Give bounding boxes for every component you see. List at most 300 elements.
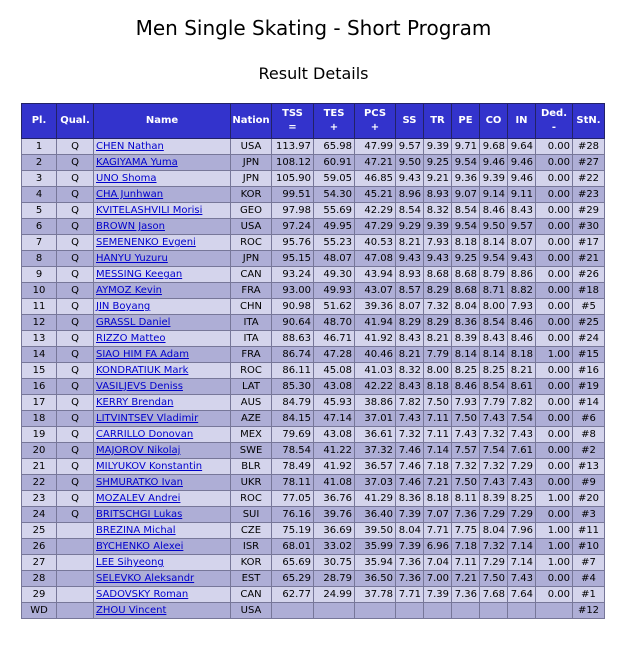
tss-cell: 90.64	[272, 315, 314, 331]
qualification-cell: Q	[57, 443, 94, 459]
tes-cell: 41.08	[314, 475, 355, 491]
tr-cell: 7.11	[424, 411, 452, 427]
co-cell: 8.14	[480, 235, 508, 251]
skater-name-cell	[94, 331, 231, 347]
nation-cell: ROC	[231, 491, 272, 507]
in-cell: 7.14	[508, 539, 536, 555]
in-cell: 8.46	[508, 315, 536, 331]
start-number-cell: #5	[573, 299, 605, 315]
co-cell: 7.54	[480, 443, 508, 459]
skater-name-cell	[94, 139, 231, 155]
table-row	[22, 251, 605, 267]
pe-cell: 8.54	[452, 203, 480, 219]
ss-cell: 7.39	[396, 539, 424, 555]
deduction-cell: 0.00	[536, 443, 573, 459]
place-cell: 4	[22, 187, 57, 203]
pcs-cell: 45.21	[355, 187, 396, 203]
header-pe: PE	[452, 104, 480, 139]
co-cell: 7.32	[480, 427, 508, 443]
pe-cell: 7.50	[452, 411, 480, 427]
qualification-cell	[57, 603, 94, 619]
nation-cell: USA	[231, 139, 272, 155]
skater-name-link[interactable]: BRITSCHGI Lukas	[96, 509, 183, 520]
co-cell: 9.46	[480, 155, 508, 171]
skater-name-link[interactable]: AYMOZ Kevin	[96, 285, 162, 296]
table-row	[22, 299, 605, 315]
skater-name-link[interactable]: KAGIYAMA Yuma	[96, 157, 178, 168]
deduction-cell: 0.00	[536, 459, 573, 475]
qualification-cell: Q	[57, 411, 94, 427]
co-cell: 8.54	[480, 315, 508, 331]
pcs-cell: 37.01	[355, 411, 396, 427]
tr-cell: 8.18	[424, 379, 452, 395]
skater-name-link[interactable]: HANYU Yuzuru	[96, 253, 168, 264]
skater-name-link[interactable]: LITVINTSEV Vladimir	[96, 413, 199, 424]
pcs-cell: 36.57	[355, 459, 396, 475]
skater-name-cell	[94, 299, 231, 315]
tes-cell: 36.69	[314, 523, 355, 539]
deduction-cell: 0.00	[536, 155, 573, 171]
ss-cell: 7.43	[396, 411, 424, 427]
nation-cell: ITA	[231, 331, 272, 347]
results-table-container	[21, 103, 604, 619]
qualification-cell: Q	[57, 395, 94, 411]
in-cell: 8.21	[508, 363, 536, 379]
co-cell: 7.32	[480, 459, 508, 475]
skater-name-link[interactable]: UNO Shoma	[96, 173, 157, 184]
in-cell: 7.43	[508, 475, 536, 491]
place-cell: 1	[22, 139, 57, 155]
skater-name-link[interactable]: VASILJEVS Deniss	[96, 381, 183, 392]
skater-name-link[interactable]: BREZINA Michal	[96, 525, 176, 536]
pcs-cell: 39.50	[355, 523, 396, 539]
skater-name-cell	[94, 267, 231, 283]
pcs-cell: 47.21	[355, 155, 396, 171]
qualification-cell: Q	[57, 475, 94, 491]
table-row	[22, 507, 605, 523]
tes-cell: 24.99	[314, 587, 355, 603]
tss-cell: 90.98	[272, 299, 314, 315]
tes-cell: 49.95	[314, 219, 355, 235]
pe-cell: 7.57	[452, 443, 480, 459]
skater-name-link[interactable]: RIZZO Matteo	[96, 333, 166, 344]
tes-cell: 48.07	[314, 251, 355, 267]
pe-cell: 9.71	[452, 139, 480, 155]
skater-name-cell	[94, 443, 231, 459]
co-cell: 7.43	[480, 411, 508, 427]
pe-cell: 8.68	[452, 267, 480, 283]
place-cell: 12	[22, 315, 57, 331]
in-cell: 9.57	[508, 219, 536, 235]
ss-cell: 8.93	[396, 267, 424, 283]
skater-name-link[interactable]: ZHOU Vincent	[96, 605, 167, 616]
deduction-cell: 1.00	[536, 491, 573, 507]
pcs-cell: 43.07	[355, 283, 396, 299]
tss-cell: 99.51	[272, 187, 314, 203]
place-cell: 3	[22, 171, 57, 187]
pe-cell: 7.32	[452, 459, 480, 475]
start-number-cell: #19	[573, 379, 605, 395]
pcs-cell: 37.03	[355, 475, 396, 491]
nation-cell: CHN	[231, 299, 272, 315]
table-row	[22, 267, 605, 283]
skater-name-cell	[94, 523, 231, 539]
table-row	[22, 443, 605, 459]
co-cell: 8.25	[480, 363, 508, 379]
pcs-cell: 47.29	[355, 219, 396, 235]
tes-cell: 49.30	[314, 267, 355, 283]
tr-cell: 7.07	[424, 507, 452, 523]
qualification-cell: Q	[57, 379, 94, 395]
skater-name-cell	[94, 219, 231, 235]
pe-cell: 9.25	[452, 251, 480, 267]
start-number-cell: #4	[573, 571, 605, 587]
skater-name-link[interactable]: LEE Sihyeong	[96, 557, 164, 568]
qualification-cell: Q	[57, 427, 94, 443]
in-cell: 7.64	[508, 587, 536, 603]
tes-cell: 45.08	[314, 363, 355, 379]
nation-cell: UKR	[231, 475, 272, 491]
ss-cell: 8.07	[396, 299, 424, 315]
tes-cell: 30.75	[314, 555, 355, 571]
ss-cell: 7.71	[396, 587, 424, 603]
tes-cell	[314, 603, 355, 619]
start-number-cell: #9	[573, 475, 605, 491]
tes-cell: 48.70	[314, 315, 355, 331]
table-row	[22, 171, 605, 187]
skater-name-link[interactable]: KONDRATIUK Mark	[96, 365, 189, 376]
tes-cell: 65.98	[314, 139, 355, 155]
ss-cell: 8.43	[396, 379, 424, 395]
ss-cell: 8.21	[396, 235, 424, 251]
ss-cell: 8.32	[396, 363, 424, 379]
nation-cell: KOR	[231, 555, 272, 571]
table-row	[22, 427, 605, 443]
ss-cell: 8.96	[396, 187, 424, 203]
place-cell: 13	[22, 331, 57, 347]
deduction-cell: 0.00	[536, 315, 573, 331]
tr-cell: 7.04	[424, 555, 452, 571]
pe-cell: 7.93	[452, 395, 480, 411]
tes-cell: 39.76	[314, 507, 355, 523]
in-cell: 7.29	[508, 507, 536, 523]
pe-cell: 8.18	[452, 235, 480, 251]
tr-cell: 8.18	[424, 491, 452, 507]
skater-name-link[interactable]: KERRY Brendan	[96, 397, 174, 408]
tes-cell: 43.08	[314, 379, 355, 395]
pe-cell: 7.18	[452, 539, 480, 555]
table-row	[22, 203, 605, 219]
tes-cell: 28.79	[314, 571, 355, 587]
tss-cell: 77.05	[272, 491, 314, 507]
deduction-cell: 0.00	[536, 267, 573, 283]
skater-name-cell	[94, 411, 231, 427]
nation-cell: BLR	[231, 459, 272, 475]
deduction-cell	[536, 603, 573, 619]
tr-cell: 8.29	[424, 283, 452, 299]
ss-cell: 9.43	[396, 251, 424, 267]
co-cell: 7.29	[480, 555, 508, 571]
pe-cell	[452, 603, 480, 619]
tes-cell: 41.22	[314, 443, 355, 459]
skater-name-link[interactable]: SADOVSKY Roman	[96, 589, 189, 600]
in-cell: 9.64	[508, 139, 536, 155]
tes-cell: 46.71	[314, 331, 355, 347]
tes-cell: 36.76	[314, 491, 355, 507]
skater-name-cell	[94, 283, 231, 299]
qualification-cell: Q	[57, 187, 94, 203]
pe-cell: 8.39	[452, 331, 480, 347]
nation-cell: CAN	[231, 267, 272, 283]
place-cell: 20	[22, 443, 57, 459]
qualification-cell: Q	[57, 507, 94, 523]
tr-cell: 7.00	[424, 571, 452, 587]
table-row	[22, 283, 605, 299]
skater-name-link[interactable]: BYCHENKO Alexei	[96, 541, 184, 552]
co-cell: 8.39	[480, 491, 508, 507]
co-cell: 8.14	[480, 347, 508, 363]
header-nation: Nation	[231, 104, 272, 139]
skater-name-link[interactable]: MILYUKOV Konstantin	[96, 461, 203, 472]
page-title: Men Single Skating - Short Program	[135, 16, 492, 40]
co-cell: 8.54	[480, 379, 508, 395]
place-cell: 23	[22, 491, 57, 507]
skater-name-link[interactable]: CHEN Nathan	[96, 141, 164, 152]
start-number-cell: #15	[573, 347, 605, 363]
table-row	[22, 475, 605, 491]
skater-name-link[interactable]: CARRILLO Donovan	[96, 429, 194, 440]
qualification-cell: Q	[57, 203, 94, 219]
place-cell: 14	[22, 347, 57, 363]
co-cell: 7.32	[480, 539, 508, 555]
tss-cell: 84.15	[272, 411, 314, 427]
ss-cell: 8.54	[396, 203, 424, 219]
tss-cell: 97.24	[272, 219, 314, 235]
start-number-cell: #3	[573, 507, 605, 523]
nation-cell: ITA	[231, 315, 272, 331]
co-cell: 9.14	[480, 187, 508, 203]
start-number-cell: #22	[573, 171, 605, 187]
pcs-cell: 37.32	[355, 443, 396, 459]
tr-cell: 7.14	[424, 443, 452, 459]
co-cell: 8.00	[480, 299, 508, 315]
table-row	[22, 411, 605, 427]
skater-name-link[interactable]: GRASSL Daniel	[96, 317, 171, 328]
place-cell: 17	[22, 395, 57, 411]
tss-cell: 79.69	[272, 427, 314, 443]
nation-cell: SWE	[231, 443, 272, 459]
pe-cell: 9.36	[452, 171, 480, 187]
tr-cell: 9.25	[424, 155, 452, 171]
place-cell: 5	[22, 203, 57, 219]
pcs-cell: 40.46	[355, 347, 396, 363]
nation-cell: ISR	[231, 539, 272, 555]
header-start-number: StN.	[573, 104, 605, 139]
skater-name-link[interactable]: KVITELASHVILI Morisi	[96, 205, 203, 216]
tss-cell: 97.98	[272, 203, 314, 219]
pcs-cell: 36.50	[355, 571, 396, 587]
in-cell: 9.46	[508, 155, 536, 171]
skater-name-link[interactable]: MAJOROV Nikolaj	[96, 445, 181, 456]
place-cell: 2	[22, 155, 57, 171]
start-number-cell: #6	[573, 411, 605, 427]
skater-name-link[interactable]: SIAO HIM FA Adam	[96, 349, 190, 360]
start-number-cell: #1	[573, 587, 605, 603]
header-name: Name	[94, 104, 231, 139]
nation-cell: JPN	[231, 251, 272, 267]
in-cell	[508, 603, 536, 619]
skater-name-link[interactable]: SEMENENKO Evgeni	[96, 237, 196, 248]
in-cell: 7.82	[508, 395, 536, 411]
tss-cell: 88.63	[272, 331, 314, 347]
tr-cell: 8.00	[424, 363, 452, 379]
skater-name-cell	[94, 187, 231, 203]
table-row	[22, 491, 605, 507]
pe-cell: 8.36	[452, 315, 480, 331]
tr-cell: 8.93	[424, 187, 452, 203]
skater-name-cell	[94, 347, 231, 363]
deduction-cell: 0.00	[536, 203, 573, 219]
nation-cell: LAT	[231, 379, 272, 395]
deduction-cell: 0.00	[536, 379, 573, 395]
pe-cell: 7.21	[452, 571, 480, 587]
deduction-cell: 0.00	[536, 331, 573, 347]
ss-cell: 8.57	[396, 283, 424, 299]
place-cell: 28	[22, 571, 57, 587]
in-cell: 7.93	[508, 299, 536, 315]
header-pcs-operator: +	[370, 122, 380, 133]
nation-cell: AZE	[231, 411, 272, 427]
start-number-cell: #10	[573, 539, 605, 555]
pcs-cell: 43.94	[355, 267, 396, 283]
place-cell: 8	[22, 251, 57, 267]
start-number-cell: #30	[573, 219, 605, 235]
skater-name-link[interactable]: JIN Boyang	[96, 301, 151, 312]
table-row	[22, 459, 605, 475]
skater-name-cell	[94, 587, 231, 603]
qualification-cell: Q	[57, 315, 94, 331]
skater-name-cell	[94, 491, 231, 507]
tss-cell: 65.69	[272, 555, 314, 571]
skater-name-link[interactable]: CHA Junhwan	[96, 189, 164, 200]
skater-name-link[interactable]: BROWN Jason	[96, 221, 165, 232]
pcs-cell: 41.03	[355, 363, 396, 379]
ss-cell: 7.46	[396, 443, 424, 459]
pe-cell: 8.25	[452, 363, 480, 379]
deduction-cell: 1.00	[536, 539, 573, 555]
start-number-cell: #26	[573, 267, 605, 283]
skater-name-link[interactable]: SHMURATKO Ivan	[96, 477, 183, 488]
header-tr: TR	[424, 104, 452, 139]
qualification-cell: Q	[57, 171, 94, 187]
qualification-cell	[57, 571, 94, 587]
pcs-cell: 41.29	[355, 491, 396, 507]
in-cell: 7.14	[508, 555, 536, 571]
co-cell: 8.46	[480, 203, 508, 219]
tr-cell: 8.68	[424, 267, 452, 283]
pe-cell: 9.54	[452, 155, 480, 171]
table-row	[22, 539, 605, 555]
co-cell: 9.39	[480, 171, 508, 187]
skater-name-link[interactable]: MOZALEV Andrei	[96, 493, 181, 504]
skater-name-link[interactable]: SELEVKO Aleksandr	[96, 573, 195, 584]
co-cell: 9.54	[480, 251, 508, 267]
skater-name-cell	[94, 571, 231, 587]
tr-cell	[424, 603, 452, 619]
pcs-cell: 39.36	[355, 299, 396, 315]
header-tss	[272, 104, 314, 139]
in-cell: 7.61	[508, 443, 536, 459]
place-cell: 6	[22, 219, 57, 235]
table-row	[22, 315, 605, 331]
start-number-cell: #2	[573, 443, 605, 459]
header-tes-operator: +	[329, 122, 339, 133]
ss-cell: 9.50	[396, 155, 424, 171]
tss-cell: 86.11	[272, 363, 314, 379]
deduction-cell: 0.00	[536, 171, 573, 187]
skater-name-link[interactable]: MESSING Keegan	[96, 269, 183, 280]
start-number-cell: #7	[573, 555, 605, 571]
deduction-cell: 0.00	[536, 475, 573, 491]
ss-cell: 8.36	[396, 491, 424, 507]
start-number-cell: #12	[573, 603, 605, 619]
co-cell	[480, 603, 508, 619]
start-number-cell: #21	[573, 251, 605, 267]
tr-cell: 9.39	[424, 139, 452, 155]
ss-cell: 7.32	[396, 427, 424, 443]
pcs-cell: 36.40	[355, 507, 396, 523]
qualification-cell: Q	[57, 363, 94, 379]
start-number-cell: #23	[573, 187, 605, 203]
in-cell: 8.25	[508, 491, 536, 507]
tes-cell: 51.62	[314, 299, 355, 315]
deduction-cell: 0.00	[536, 251, 573, 267]
place-cell: 24	[22, 507, 57, 523]
tr-cell: 9.21	[424, 171, 452, 187]
qualification-cell: Q	[57, 235, 94, 251]
tes-cell: 45.93	[314, 395, 355, 411]
ss-cell: 7.46	[396, 475, 424, 491]
qualification-cell: Q	[57, 251, 94, 267]
start-number-cell: #27	[573, 155, 605, 171]
co-cell: 7.79	[480, 395, 508, 411]
nation-cell: FRA	[231, 283, 272, 299]
deduction-cell: 0.00	[536, 411, 573, 427]
table-row	[22, 139, 605, 155]
deduction-cell: 0.00	[536, 395, 573, 411]
header-deductions	[536, 104, 573, 139]
in-cell: 8.61	[508, 379, 536, 395]
pe-cell: 7.75	[452, 523, 480, 539]
skater-name-cell	[94, 251, 231, 267]
qualification-cell	[57, 523, 94, 539]
pcs-cell: 40.53	[355, 235, 396, 251]
header-ded-operator: -	[551, 122, 557, 133]
results-body	[22, 139, 605, 619]
nation-cell: ROC	[231, 363, 272, 379]
place-cell: WD	[22, 603, 57, 619]
skater-name-cell	[94, 379, 231, 395]
nation-cell: KOR	[231, 187, 272, 203]
in-cell: 7.43	[508, 427, 536, 443]
qualification-cell	[57, 555, 94, 571]
ss-cell: 7.36	[396, 555, 424, 571]
tr-cell: 7.39	[424, 587, 452, 603]
place-cell: 10	[22, 283, 57, 299]
pcs-cell: 36.61	[355, 427, 396, 443]
table-row	[22, 379, 605, 395]
start-number-cell: #25	[573, 315, 605, 331]
